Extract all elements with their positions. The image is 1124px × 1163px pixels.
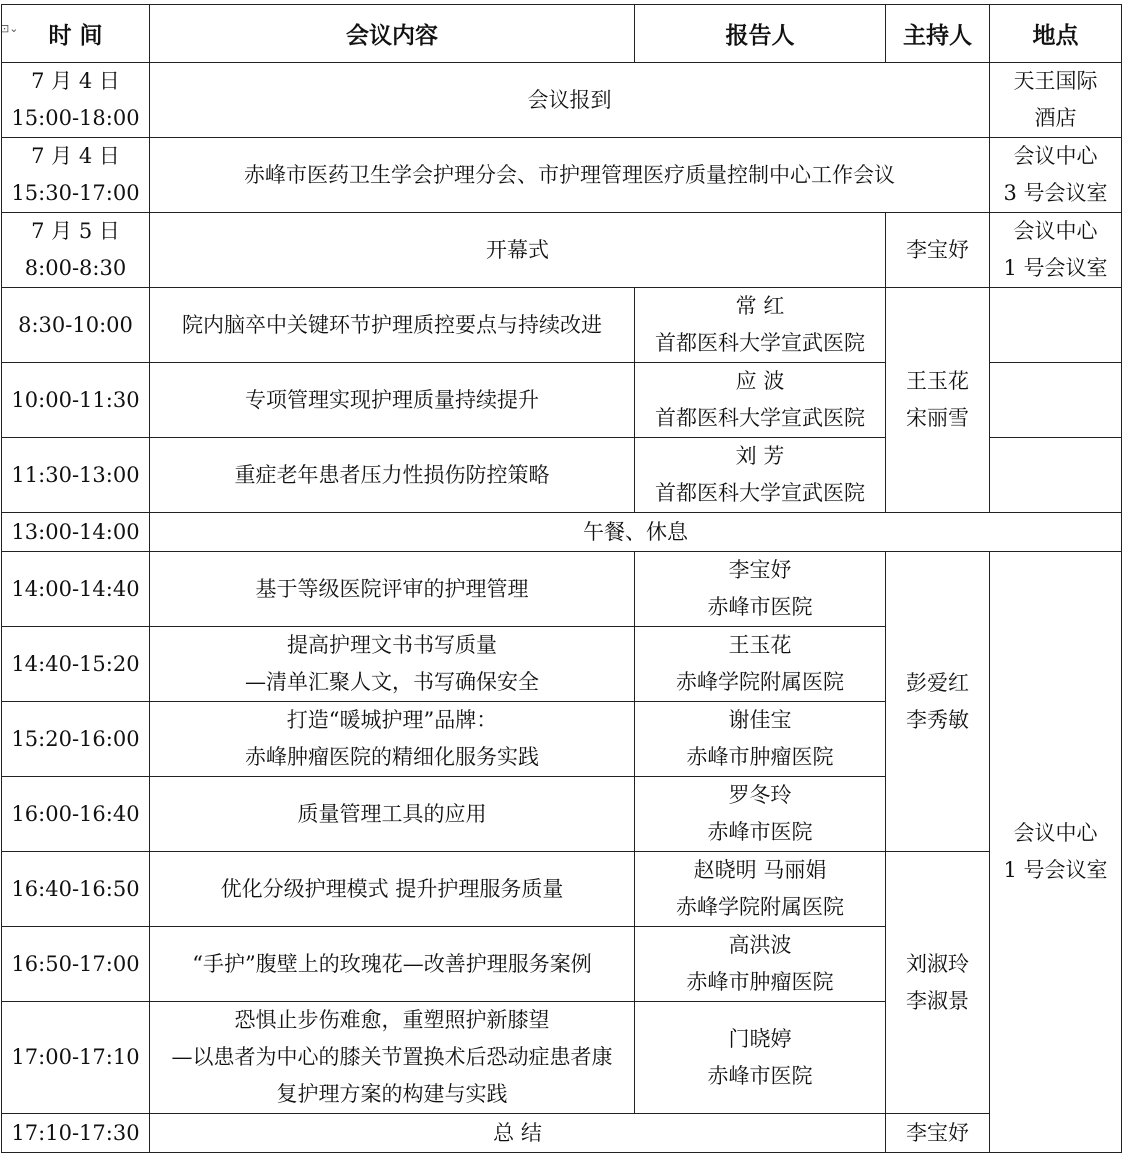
time-cell: 11:30-13:00 [2,438,150,513]
header-time: 时 间 [2,5,150,63]
host-cell: 王玉花 宋丽雪 [886,288,990,513]
content-cell: 优化分级护理模式 提升护理服务质量 [150,852,635,927]
content-cell: 赤峰市医药卫生学会护理分会、市护理管理医疗质量控制中心工作会议 [150,138,990,213]
time-cell: 7 月 4 日 15:00-18:00 [2,63,150,138]
time-cell: 13:00-14:00 [2,513,150,552]
location-cell: 会议中心 1 号会议室 [990,552,1122,1153]
table-row [2,213,1122,288]
header-speaker: 报告人 [635,5,886,63]
content-cell: 午餐、休息 [150,513,1122,552]
speaker-cell: 应 波 首都医科大学宣武医院 [635,363,886,438]
content-cell: 总 结 [150,1114,886,1153]
table-row [2,552,1122,627]
table-row [2,288,1122,363]
speaker-cell: 常 红 首都医科大学宣武医院 [635,288,886,363]
table-row [2,63,1122,138]
table-row [2,513,1122,552]
time-cell: 16:40-16:50 [2,852,150,927]
host-cell: 彭爱红 李秀敏 [886,552,990,852]
content-cell: 基于等级医院评审的护理管理 [150,552,635,627]
speaker-cell: 罗冬玲 赤峰市医院 [635,777,886,852]
time-cell: 14:40-15:20 [2,627,150,702]
content-cell: 专项管理实现护理质量持续提升 [150,363,635,438]
speaker-cell: 高洪波 赤峰市肿瘤医院 [635,927,886,1002]
header-row [2,5,1122,63]
table-row [2,852,1122,927]
table-row [2,1114,1122,1153]
content-cell: “手护”腹壁上的玫瑰花—改善护理服务案例 [150,927,635,1002]
location-cell [990,363,1122,438]
content-cell: 质量管理工具的应用 [150,777,635,852]
speaker-cell: 谢佳宝 赤峰市肿瘤医院 [635,702,886,777]
time-cell: 8:30-10:00 [2,288,150,363]
time-cell: 16:50-17:00 [2,927,150,1002]
header-location: 地点 [990,5,1122,63]
speaker-cell: 李宝妤 赤峰市医院 [635,552,886,627]
time-cell: 16:00-16:40 [2,777,150,852]
speaker-cell: 刘 芳 首都医科大学宣武医院 [635,438,886,513]
speaker-cell: 门晓婷 赤峰市医院 [635,1002,886,1114]
schedule-table [1,4,1122,1153]
location-cell: 天王国际 酒店 [990,63,1122,138]
content-cell: 提高护理文书书写质量 —清单汇聚人文，书写确保安全 [150,627,635,702]
host-cell: 刘淑玲 李淑景 [886,852,990,1114]
header-host: 主持人 [886,5,990,63]
location-cell [990,438,1122,513]
content-cell: 重症老年患者压力性损伤防控策略 [150,438,635,513]
location-cell [990,288,1122,363]
time-cell: 7 月 5 日 8:00-8:30 [2,213,150,288]
content-cell: 院内脑卒中关键环节护理质控要点与持续改进 [150,288,635,363]
header-content: 会议内容 [150,5,635,63]
location-cell: 会议中心 1 号会议室 [990,213,1122,288]
content-cell: 会议报到 [150,63,990,138]
time-cell: 7 月 4 日 15:30-17:00 [2,138,150,213]
content-cell: 打造“暖城护理”品牌： 赤峰肿瘤医院的精细化服务实践 [150,702,635,777]
table-row [2,138,1122,213]
host-cell: 李宝妤 [886,1114,990,1153]
host-cell: 李宝妤 [886,213,990,288]
time-cell: 14:00-14:40 [2,552,150,627]
time-cell: 10:00-11:30 [2,363,150,438]
corner-marker: ⊡⌄ [0,22,19,35]
time-cell: 17:00-17:10 [2,1002,150,1114]
time-cell: 17:10-17:30 [2,1114,150,1153]
content-cell: 开幕式 [150,213,886,288]
content-cell: 恐惧止步伤难愈，重塑照护新膝望 —以患者为中心的膝关节置换术后恐动症患者康 复护理方案的构建与实践 [150,1002,635,1114]
speaker-cell: 王玉花 赤峰学院附属医院 [635,627,886,702]
location-cell: 会议中心 3 号会议室 [990,138,1122,213]
time-cell: 15:20-16:00 [2,702,150,777]
speaker-cell: 赵晓明 马丽娟 赤峰学院附属医院 [635,852,886,927]
